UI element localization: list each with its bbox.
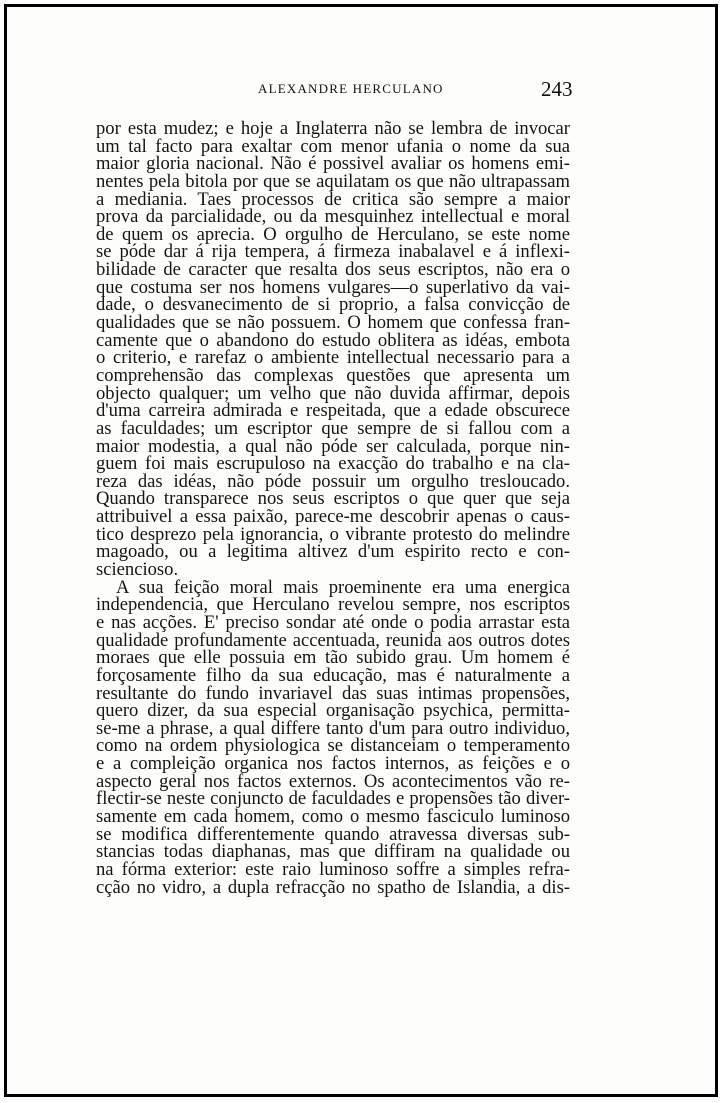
text-line: resultante do fundo invariavel das suas intimas propensões, bbox=[96, 682, 570, 704]
text-line: maior gloria nacional. Não é possivel avaliar os homens emi- bbox=[96, 153, 570, 175]
running-title: ALEXANDRE HERCULANO bbox=[258, 81, 444, 96]
text-line: reza das idéas, não póde possuir um orgulho tresloucado. bbox=[96, 470, 570, 492]
text-line: d'uma carreira admirada e respeitada, que a edade obscurece bbox=[96, 400, 570, 422]
text-line: na fórma exterior: este raio luminoso soffre a simples refra- bbox=[96, 858, 570, 880]
text-line: tico desprezo pela ignorancia, o vibrante protesto do melindre bbox=[96, 523, 570, 545]
text-line: por esta mudez; e hoje a Inglaterra não se lembra de invocar bbox=[96, 118, 570, 139]
text-line: maior modestia, a qual não póde ser calculada, porque nin- bbox=[96, 435, 570, 457]
text-line: se modifica differentemente quando atravessa diversas sub- bbox=[96, 823, 570, 845]
text-line: prova da parcialidade, ou da mesquinhez intellectual e moral bbox=[96, 206, 570, 228]
paragraph-end-line: sciencioso. bbox=[96, 559, 179, 581]
text-line: objecto qualquer; um velho que não duvida affirmar, depois bbox=[96, 382, 570, 404]
text-line: um tal facto para exaltar com menor ufania o nome da sua bbox=[96, 135, 570, 157]
text-line: stancias todas diaphanas, mas que diffiram na qualidade ou bbox=[96, 841, 570, 863]
running-header bbox=[0, 77, 726, 107]
text-line: qualidades que se não possuem. O homem que confessa fran- bbox=[96, 312, 570, 334]
text-line: camente que o abandono do estudo oblitera as idéas, embota bbox=[96, 329, 570, 351]
text-line: dade, o desvanecimento de si proprio, a falsa convicção de bbox=[96, 294, 570, 316]
text-line: e nas acções. E' preciso sondar até onde o podia arrastar esta bbox=[96, 611, 570, 633]
text-line: de quem os aprecia. O orgulho de Herculano, se este nome bbox=[96, 223, 570, 245]
text-line: quero dizer, da sua especial organisação psychica, permitta- bbox=[96, 700, 570, 722]
text-line: cção no vidro, a dupla refracção no spatho de Islandia, a dis- bbox=[96, 876, 570, 898]
text-line: forçosamente filho da sua educação, mas é naturalmente a bbox=[96, 664, 570, 686]
page-number: 243 bbox=[541, 77, 573, 101]
text-line: comprehensão das complexas questões que apresenta um bbox=[96, 364, 570, 386]
paragraph-start-line: A sua feição moral mais proeminente era uma energica bbox=[116, 576, 570, 598]
text-line: moraes que elle possuia em tão subido grau. Um homem é bbox=[96, 647, 570, 669]
text-line: e a compleição organica nos factos internos, as feições e o bbox=[96, 753, 570, 775]
text-line: a mediania. Taes processos de critica são sempre a maior bbox=[96, 188, 570, 210]
text-line: como na ordem physiologica se distanceiam o temperamento bbox=[96, 735, 570, 757]
text-line: nentes pela bitola por que se aquilatam os que não ultrapassam bbox=[96, 170, 570, 192]
text-line: bilidade de caracter que resalta dos seus escriptos, não era o bbox=[96, 259, 570, 281]
text-line: samente em cada homem, como o mesmo fasciculo luminoso bbox=[96, 805, 570, 827]
text-line: attribuivel a essa paixão, parece-me descobrir apenas o caus- bbox=[96, 506, 570, 528]
text-line: flectir-se neste conjuncto de faculdades e propensões tão diver- bbox=[96, 788, 570, 810]
text-line: Quando transparece nos seus escriptos o que quer que seja bbox=[96, 488, 570, 510]
text-line: o criterio, e rarefaz o ambiente intellectual necessario para a bbox=[96, 347, 570, 369]
text-line: que costuma ser nos homens vulgares—o superlativo da vai- bbox=[96, 276, 570, 298]
text-line: se-me a phrase, a qual differe tanto d'um para outro individuo, bbox=[96, 717, 570, 739]
text-line: guem foi mais escrupuloso na exacção do trabalho e na cla- bbox=[96, 453, 570, 475]
text-line: qualidade profundamente accentuada, reunida aos outros dotes bbox=[96, 629, 570, 651]
body-text bbox=[96, 120, 570, 896]
text-line: se póde dar á rija tempera, á firmeza inabalavel e á inflexi- bbox=[96, 241, 570, 263]
text-line: independencia, que Herculano revelou sempre, nos escriptos bbox=[96, 594, 570, 616]
text-line: as faculdades; um escriptor que sempre de si fallou com a bbox=[96, 417, 570, 439]
text-line: magoado, ou a legitima altivez d'um espirito recto e con- bbox=[96, 541, 570, 563]
text-line: aspecto geral nos factos externos. Os acontecimentos vão re- bbox=[96, 770, 570, 792]
